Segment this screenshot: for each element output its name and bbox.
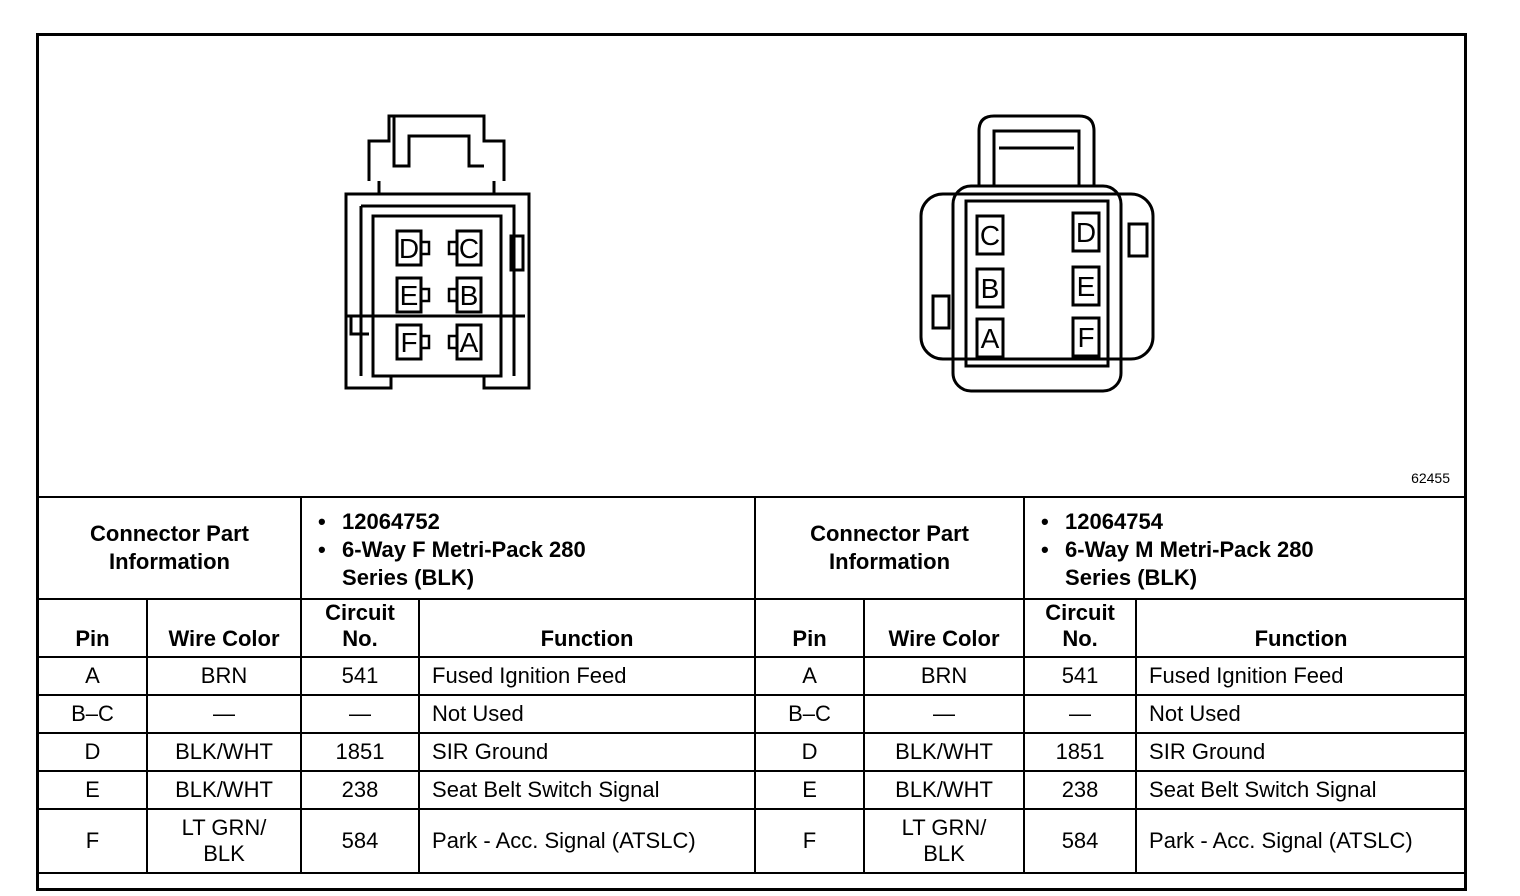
wire-color-header: Wire Color [147, 599, 301, 657]
table-row [39, 657, 755, 695]
circuit-header: Circuit No. [301, 599, 419, 657]
table-row [39, 771, 755, 809]
pin-cell: B–C [39, 695, 147, 733]
svg-text:E: E [1076, 271, 1096, 302]
wire-color-cell: LT GRN/ BLK [864, 809, 1024, 873]
connector-tables [39, 496, 1464, 874]
cavity-C [977, 216, 1003, 254]
cavity-E [1073, 267, 1099, 305]
connector-figure [39, 36, 1464, 496]
circuit-cell: 584 [301, 809, 419, 873]
part-description: • 6-Way F Metri-Pack 280 [342, 536, 754, 564]
wire-color-cell: — [147, 695, 301, 733]
male-cavities [977, 213, 1099, 357]
wire-color-cell: BRN [147, 657, 301, 695]
function-cell: Fused Ignition Feed [1136, 657, 1465, 695]
cavity-D [397, 231, 429, 265]
pin-cell: E [756, 771, 864, 809]
part-info-label: Connector Part Information [39, 497, 301, 599]
svg-text:F: F [400, 327, 418, 358]
circuit-cell: 584 [1024, 809, 1136, 873]
circuit-cell: 541 [1024, 657, 1136, 695]
female-connector-drawing [346, 116, 529, 388]
cavity-B [977, 269, 1003, 307]
svg-text:D: D [1075, 217, 1097, 248]
function-header: Function [1136, 599, 1465, 657]
table-row [756, 657, 1465, 695]
circuit-cell: — [301, 695, 419, 733]
pin-cell: F [39, 809, 147, 873]
pin-cell: D [756, 733, 864, 771]
part-info-details [1024, 497, 1465, 599]
function-cell: Seat Belt Switch Signal [419, 771, 755, 809]
diagram-frame [36, 33, 1467, 891]
part-info-row [39, 497, 755, 599]
function-cell: Park - Acc. Signal (ATSLC) [419, 809, 755, 873]
cavity-A [977, 319, 1003, 357]
pin-cell: D [39, 733, 147, 771]
table-row [39, 695, 755, 733]
figure-id: 62455 [1411, 470, 1450, 486]
function-cell: SIR Ground [1136, 733, 1465, 771]
wire-color-cell: BLK/WHT [147, 733, 301, 771]
cavity-D [1073, 213, 1099, 251]
svg-text:F: F [1077, 322, 1095, 353]
function-cell: SIR Ground [419, 733, 755, 771]
wire-color-cell: BLK/WHT [864, 771, 1024, 809]
table-row [756, 771, 1465, 809]
male-connector-drawing [921, 116, 1153, 391]
part-number: • 12064754 [1065, 508, 1465, 536]
function-cell: Seat Belt Switch Signal [1136, 771, 1465, 809]
connector-drawings [39, 36, 1464, 496]
part-description-cont: Series (BLK) [342, 565, 475, 590]
pin-cell: A [756, 657, 864, 695]
part-number: • 12064752 [342, 508, 754, 536]
function-header: Function [419, 599, 755, 657]
svg-text:C: C [979, 220, 1001, 251]
wire-color-cell: BLK/WHT [147, 771, 301, 809]
cavity-F [397, 325, 429, 359]
part-info-label: Connector Part Information [756, 497, 1024, 599]
pin-cell: F [756, 809, 864, 873]
circuit-cell: — [1024, 695, 1136, 733]
cavity-F [1073, 318, 1099, 356]
cavity-E [397, 278, 429, 312]
table-row [756, 695, 1465, 733]
circuit-cell: 1851 [1024, 733, 1136, 771]
female-connector-table [39, 496, 756, 874]
function-cell: Fused Ignition Feed [419, 657, 755, 695]
svg-text:B: B [459, 280, 479, 311]
table-row [756, 809, 1465, 873]
cavity-B [449, 278, 481, 312]
wire-color-cell: BRN [864, 657, 1024, 695]
wire-color-cell: LT GRN/ BLK [147, 809, 301, 873]
table-row [39, 809, 755, 873]
wire-color-cell: — [864, 695, 1024, 733]
pin-header: Pin [756, 599, 864, 657]
column-headers [756, 599, 1465, 657]
pin-header: Pin [39, 599, 147, 657]
circuit-cell: 238 [301, 771, 419, 809]
table-row [39, 733, 755, 771]
part-info-row [756, 497, 1465, 599]
svg-text:B: B [980, 273, 1000, 304]
cavity-C [449, 231, 481, 265]
part-description-cont: Series (BLK) [1065, 565, 1198, 590]
circuit-cell: 238 [1024, 771, 1136, 809]
function-cell: Park - Acc. Signal (ATSLC) [1136, 809, 1465, 873]
male-connector-table [756, 496, 1465, 874]
pin-cell: E [39, 771, 147, 809]
column-headers [39, 599, 755, 657]
table-row [756, 733, 1465, 771]
svg-text:C: C [458, 233, 480, 264]
circuit-cell: 1851 [301, 733, 419, 771]
svg-text:D: D [398, 233, 420, 264]
pin-cell: A [39, 657, 147, 695]
circuit-cell: 541 [301, 657, 419, 695]
cavity-A [449, 325, 481, 359]
circuit-header: Circuit No. [1024, 599, 1136, 657]
wire-color-header: Wire Color [864, 599, 1024, 657]
svg-text:A: A [459, 327, 479, 358]
svg-text:E: E [399, 280, 419, 311]
svg-text:A: A [980, 323, 1000, 354]
function-cell: Not Used [419, 695, 755, 733]
wire-color-cell: BLK/WHT [864, 733, 1024, 771]
function-cell: Not Used [1136, 695, 1465, 733]
part-description: • 6-Way M Metri-Pack 280 [1065, 536, 1465, 564]
part-info-details [301, 497, 755, 599]
pin-cell: B–C [756, 695, 864, 733]
female-cavities [397, 231, 481, 359]
